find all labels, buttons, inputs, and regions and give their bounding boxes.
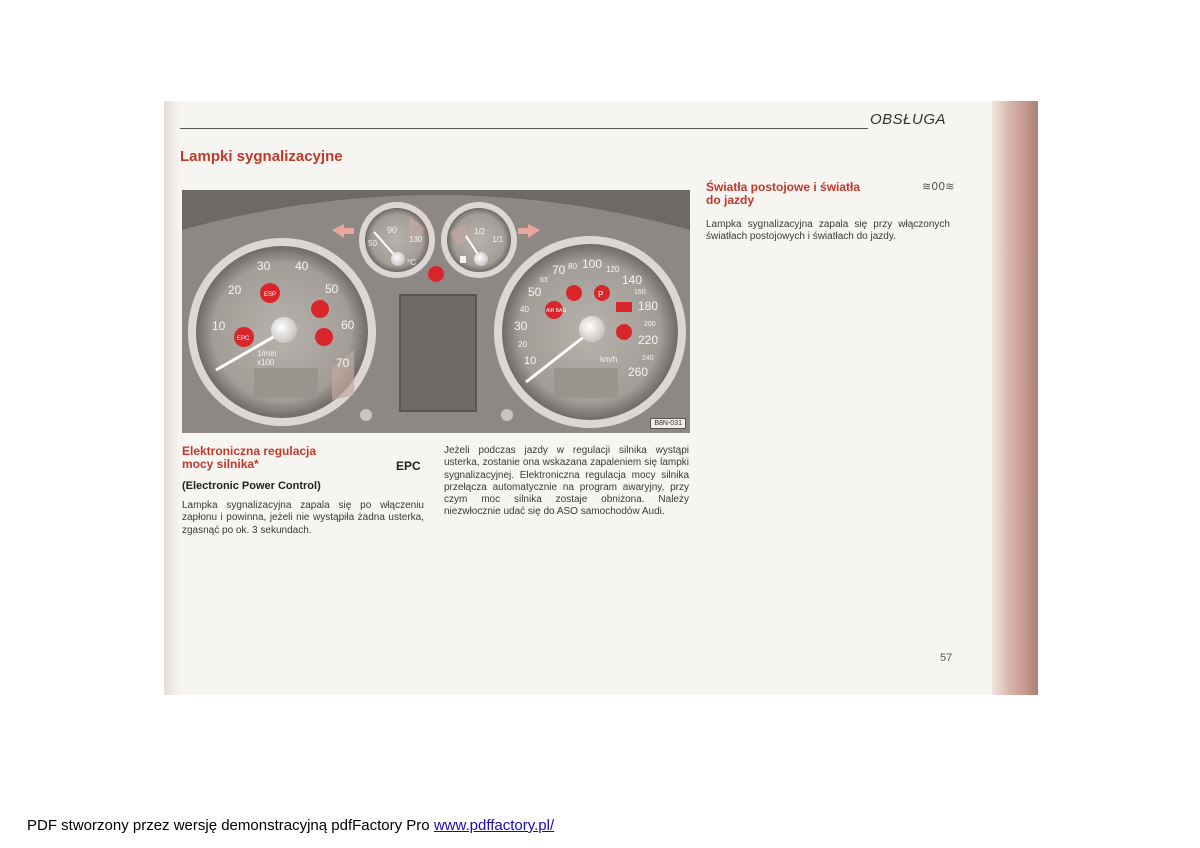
tach-unit-label: 1/min <box>257 349 277 358</box>
right-reset-button <box>501 409 513 421</box>
speed-tick-label: 50 <box>528 285 542 299</box>
footer-text: PDF stworzony przez wersję demonstracyjną pdfFactory Pro <box>27 817 434 834</box>
speed-tick-label: 220 <box>638 333 659 347</box>
tach-tick-label: 40 <box>295 259 309 273</box>
airbag-lamp-label: AIR BAG <box>546 308 567 314</box>
epc-title-line1: Elektroniczna regulacja <box>182 444 317 458</box>
lights-title-line1: Światła postojowe i światła <box>706 180 861 194</box>
lights-title <box>706 181 906 207</box>
tach-tick-label: 50 <box>325 282 339 296</box>
parking-brake-lamp-label: P <box>598 290 604 299</box>
trip-display <box>254 368 318 398</box>
temperature-gauge <box>359 202 435 278</box>
oil-lamp-icon <box>315 328 333 346</box>
epc-body-continued: Jeżeli podczas jazdy w regulacji silnika wystąpi usterka, zostanie ona wskazana zapaleniem się lampki sygnalizacyjnej. Elektroniczna regulacja mocy silnika przełącza automatycznie na program awaryjny, przy czym moc silnika zostaje obniżona. Należy niezwłocznie udać się do ASO samochodów Audi. <box>444 445 689 518</box>
instrument-cluster-figure <box>182 190 690 433</box>
speed-tick-label: 30 <box>514 319 528 333</box>
fuel-tick-label: 1/1 <box>492 235 504 244</box>
temp-tick-label: 90 <box>387 225 398 235</box>
epc-title-line2: mocy silnika* <box>182 457 259 471</box>
temp-unit: °C <box>407 258 416 267</box>
odometer-display <box>554 368 618 398</box>
tach-tick-label: 20 <box>228 283 242 297</box>
epc-symbol: EPC <box>396 459 421 473</box>
footer-link[interactable]: www.pdffactory.pl/ <box>433 817 555 834</box>
epc-title <box>182 445 372 471</box>
epc-lamp-label: EPC <box>237 336 250 342</box>
instrument-cluster-drawing <box>182 190 690 433</box>
fuel-tick-label: 1/2 <box>474 227 486 236</box>
fuel-hub <box>474 252 488 266</box>
header-title: OBSŁUGA <box>870 111 947 128</box>
page-edge <box>992 101 1038 695</box>
speed-tick-label: 100 <box>582 257 603 271</box>
header-rule <box>180 128 868 129</box>
speed-tick-label: 20 <box>518 340 527 349</box>
tach-tick-label: 70 <box>336 356 350 370</box>
warning-lamp-icon <box>311 300 329 318</box>
speed-unit: km/h <box>600 355 618 364</box>
speed-tick-label: 240 <box>642 355 654 362</box>
section-title: Lampki sygnalizacyjne <box>180 148 343 165</box>
tachometer <box>188 238 376 426</box>
tach-tick-label: 60 <box>341 318 355 332</box>
page-shadow <box>164 101 180 695</box>
speed-tick-label: 70 <box>552 263 566 277</box>
temp-tick-label: 130 <box>409 235 423 244</box>
parking-lights-lamp-icon <box>428 266 444 282</box>
speed-tick-label: 120 <box>606 265 620 274</box>
brake-system-lamp-icon <box>566 285 582 301</box>
temp-tick-label: 50 <box>368 239 377 248</box>
speed-tick-label: 260 <box>628 365 649 379</box>
esp-lamp-label: ESP <box>264 292 277 298</box>
lights-body: Lampka sygnalizacyjna zapala się przy włączonych światłach postojowych i światłach do jazdy. <box>706 219 950 243</box>
speed-tick-label: 63 <box>540 277 548 284</box>
speed-tick-label: 160 <box>634 289 646 296</box>
fuel-gauge <box>441 202 517 278</box>
speed-tick-label: 40 <box>520 305 529 314</box>
temp-hub <box>391 252 405 266</box>
parking-lights-icon: ≋00≋ <box>922 180 955 193</box>
tach-scale-label: x100 <box>257 358 275 367</box>
speed-tick-label: 200 <box>644 321 656 328</box>
speed-tick-label: 80 <box>568 262 577 271</box>
speed-tick-label: 10 <box>524 355 537 367</box>
tach-hub <box>271 317 297 343</box>
pdf-footer <box>27 817 554 834</box>
fuel-pump-icon <box>460 256 466 263</box>
speedometer <box>494 236 686 428</box>
tach-tick-label: 10 <box>212 319 226 333</box>
epc-body: Lampka sygnalizacyjna zapala się po włączeniu zapłonu i powinna, jeżeli nie wystąpiła żadna usterka, zgasnąć po ok. 3 sekundach. <box>182 500 424 536</box>
figure-code: B8N-031 <box>650 418 686 429</box>
tach-tick-label: 30 <box>257 259 271 273</box>
left-reset-button <box>360 409 372 421</box>
lights-title-line2: do jazdy <box>706 193 755 207</box>
center-display <box>400 295 476 411</box>
speed-tick-label: 140 <box>622 273 643 287</box>
epc-subtitle: (Electronic Power Control) <box>182 480 321 492</box>
seatbelt-lamp-icon <box>616 324 632 340</box>
page-number: 57 <box>940 652 953 664</box>
speed-hub <box>579 316 605 342</box>
speed-tick-label: 180 <box>638 299 659 313</box>
battery-lamp-icon <box>616 302 632 312</box>
